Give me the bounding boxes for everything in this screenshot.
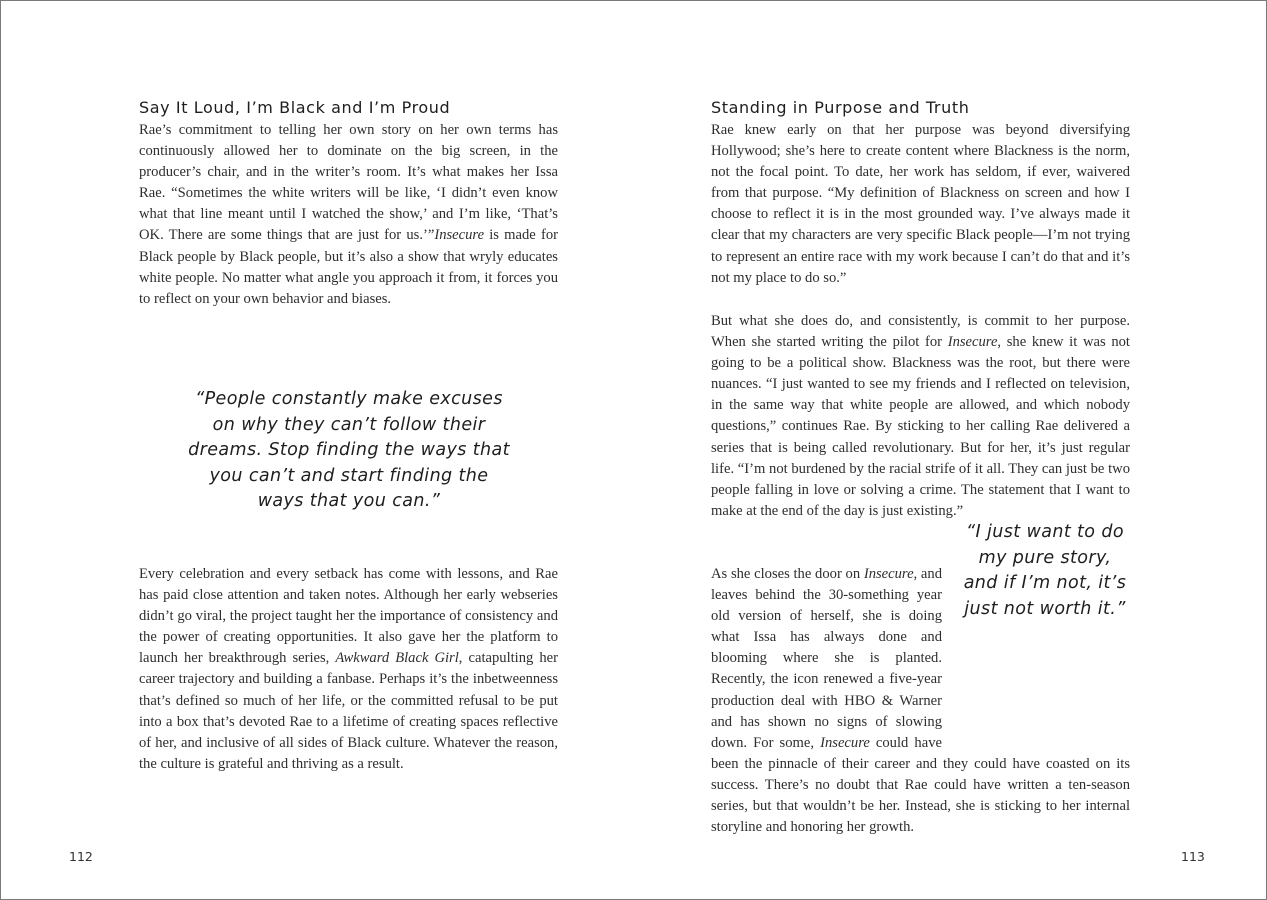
left-paragraph-2-text-a: Every celebration and every setback has come with lessons, and Rae has paid close attention and taken notes. Although her early webseries didn’t go viral, the project taught her the importance of consistency and the power of creating opportunities. It also gave her the platform to launch her breakthrough series,	[139, 566, 558, 667]
left-paragraph-2-text-b: , catapulting her career trajectory and building a fanbase. Perhaps it’s the inbetweenness that’s defined so much of her life, or the committed refusal to be put into a box that’s devoted Rae to a lifetime of creating spaces reflective of her, and inclusive of all sides of Black culture. Whatever the reason, the culture is grateful and thriving as a result.	[139, 650, 558, 772]
left-paragraph-1-italic: Insecure	[434, 227, 485, 244]
pull-quote-space	[948, 564, 1130, 749]
right-pull-quote: “I just want to do my pure story, and if I’m not, it’s just not worth it.”	[963, 522, 1127, 619]
right-page	[633, 1, 1266, 899]
left-page-number: 112	[69, 849, 93, 864]
right-paragraph-2	[711, 311, 1130, 522]
right-paragraph-2-text-b: , she knew it was not going to be a political show. Blackness was the root, but there were nuances. “I just wanted to see my friends and I reflected on television, in the same way that white people are allowed, and which nobody questions,” continues Rae. By sticking to her calling Rae delivered a series that is being called revolutionary. But for her, it’s just regular life. “I’m not burdened by the racial strife of it all. They can just be two people falling in love or solving a crime. The statement that I want to make at the end of the day is just existing.”	[711, 334, 1130, 519]
right-page-number: 113	[1181, 849, 1205, 864]
right-paragraph-2-italic: Insecure	[947, 334, 998, 351]
right-paragraph-1: Rae knew early on that her purpose was beyond diversifying Hollywood; she’s here to create content where Blackness is the norm, not the focal point. To date, her work has seldom, if ever, waivered from that purpose. “My definition of Blackness on screen and how I choose to reflect it is in the most grounded way. I’ve always made it clear that my characters are very specific Black people—I’m not trying to represent an entire race with my work because I can’t do that and it’s not my place to do so.”	[711, 122, 1130, 286]
right-paragraph-3-italic-1: Insecure	[863, 566, 914, 582]
right-paragraph-3	[711, 564, 1130, 838]
left-paragraph-2	[139, 564, 558, 775]
right-paragraph-3-text-a: As she closes the door on	[711, 566, 864, 582]
right-paragraph-2-text-a: But what she does do, and consistently, is commit to her purpose. When she started writing the pilot for	[711, 313, 1130, 351]
left-paragraph-1-text-a: Rae’s commitment to telling her own story on her own terms has continuously allowed her to dominate on the big screen, in the producer’s chair, and in the writer’s room. It’s what makes her Issa Rae. “Sometimes the white writers will be like, ‘I didn’t even know what that line meant until I watched the show,’ and I’m like, ‘That’s OK. There are some things that are just for us.’”	[139, 122, 558, 244]
left-paragraph-1	[139, 120, 558, 310]
right-paragraph-3-text-c: could have been the pinnacle of their career and they could have coasted on its success. There’s no doubt that Rae could have written a ten-season series, but that wouldn’t be her. Instead, she is sticking to her internal storyline and honoring her growth.	[711, 734, 1130, 836]
left-page	[1, 1, 633, 899]
left-pull-quote: “People constantly make excuses on why they can’t follow their dreams. Stop finding the ways that you can’t and start finding the ways that you can.”	[188, 389, 510, 512]
left-page-heading: Say It Loud, I’m Black and I’m Proud	[139, 98, 451, 117]
right-paragraph-3-text-b: , and leaves behind the 30-something year old version of herself, she is doing what Issa has always done and blooming where she is planted. Recently, the icon renewed a five-year production deal with HBO & Warner and has shown no signs of slowing down. For some,	[711, 566, 942, 751]
left-paragraph-2-italic: Awkward Black Girl	[335, 650, 459, 667]
right-page-heading: Standing in Purpose and Truth	[711, 98, 970, 117]
right-paragraph-3-italic-2: Insecure	[820, 734, 870, 751]
left-paragraph-1-text-b: is made for Black people by Black people, but it’s also a show that wryly educates white people. No matter what angle you approach it from, it forces you to reflect on your own behavior and biases.	[139, 227, 558, 307]
